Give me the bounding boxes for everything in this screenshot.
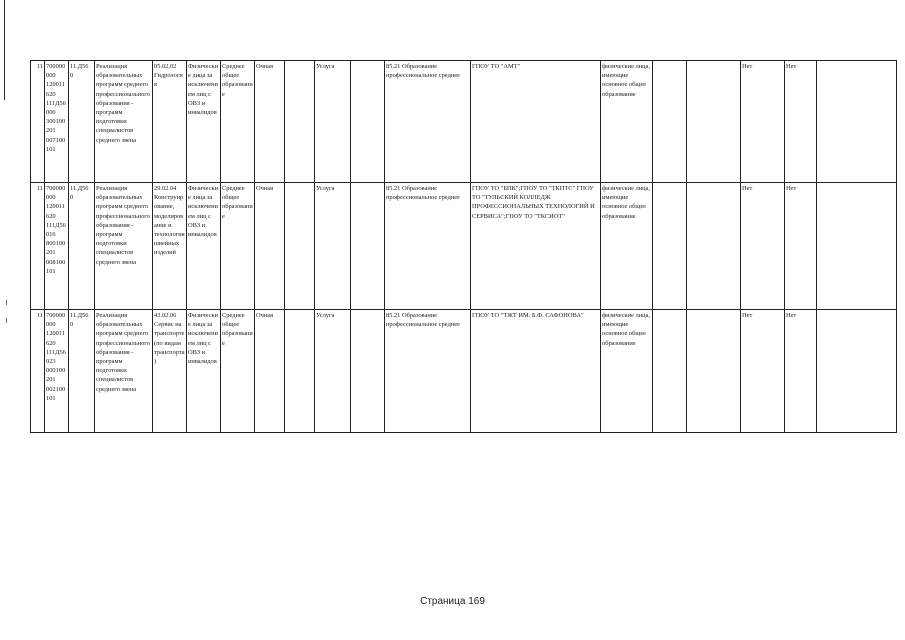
education-level: Среднее общее образование: [221, 183, 255, 310]
consumers: физические лица, имеющие основное общее образование: [601, 61, 653, 183]
empty-cell: [687, 61, 741, 183]
paid-flag: Нет: [741, 310, 785, 433]
other-flag: Нет: [785, 183, 817, 310]
specialty: 43.02.06 Сервис на транспорте (по видам транспорта): [153, 310, 187, 433]
empty-cell: [285, 183, 315, 310]
service-code: 11.Д56 0: [69, 61, 95, 183]
table-row: [31, 61, 897, 183]
service-name: Реализация образовательных программ среднего профессионального образования - программ подготовки специалистов среднего звена: [95, 310, 153, 433]
okved-code: 85.21 Образование профессиональное среднее: [385, 310, 471, 433]
education-level: Среднее общее образование: [221, 61, 255, 183]
registry-code: 700000000 120011620 111Д56000 300100201 007100101: [45, 61, 69, 183]
other-flag: Нет: [785, 61, 817, 183]
empty-cell: [653, 310, 687, 433]
empty-cell: [351, 61, 385, 183]
page-number: Страница 169: [420, 596, 485, 607]
organizations: ГПОУ ТО "АМТ": [471, 61, 601, 183]
empty-cell: [653, 61, 687, 183]
service-code: 11.Д56 0: [69, 310, 95, 433]
left-margin-mark: [6, 300, 7, 305]
row-number: 11: [31, 310, 45, 433]
consumer-category: Физические лица за исключением лиц с ОВЗ и инвалидов: [187, 183, 221, 310]
row-number: 11: [31, 183, 45, 310]
organizations: ГПОУ ТО "БПК";ГПОУ ТО "ТКПТС" ГПОУ ТО "ТУЛЬСКИЙ КОЛЛЕДЖ ПРОФЕССИОНАЛЬНЫХ ТЕХНОЛОГИЙ И СЕРВИСА";ГПОУ ТО "ТКСИОТ": [471, 183, 601, 310]
service-code: 11.Д56 0: [69, 183, 95, 310]
empty-cell: [351, 183, 385, 310]
left-margin-line: [4, 0, 5, 100]
education-level: Среднее общее образование: [221, 310, 255, 433]
service-type: Услуга: [315, 61, 351, 183]
organizations: ГПОУ ТО "ТЖТ ИМ. Б.Ф. САФОНОВА": [471, 310, 601, 433]
empty-cell: [687, 310, 741, 433]
empty-cell: [653, 183, 687, 310]
empty-cell: [817, 183, 897, 310]
consumers: физические лица, имеющие основное общее образование: [601, 183, 653, 310]
empty-cell: [285, 61, 315, 183]
service-name: Реализация образовательных программ среднего профессионального образования - программ подготовки специалистов среднего звена: [95, 183, 153, 310]
service-type: Услуга: [315, 183, 351, 310]
service-name: Реализация образовательных программ среднего профессионального образования - программ подготовки специалистов среднего звена: [95, 61, 153, 183]
empty-cell: [285, 310, 315, 433]
consumers: физические лица, имеющие основное общее образование: [601, 310, 653, 433]
study-form: Очная: [255, 61, 285, 183]
left-margin-mark: [6, 318, 7, 323]
paid-flag: Нет: [741, 61, 785, 183]
other-flag: Нет: [785, 310, 817, 433]
empty-cell: [351, 310, 385, 433]
specialty: 29.02.04 Конструирование, моделирование и технология швейных изделий: [153, 183, 187, 310]
okved-code: 85.21 Образование профессиональное среднее: [385, 61, 471, 183]
study-form: Очная: [255, 183, 285, 310]
registry-table: [30, 60, 897, 433]
consumer-category: Физические лица за исключением лиц с ОВЗ и инвалидов: [187, 310, 221, 433]
paid-flag: Нет: [741, 183, 785, 310]
row-number: 11: [31, 61, 45, 183]
registry-code: 700000000 120011620 111Д56023 000100201 002100101: [45, 310, 69, 433]
empty-cell: [817, 61, 897, 183]
table-row: [31, 183, 897, 310]
registry-code: 700000000 120011620 111Д56016 800100201 008100101: [45, 183, 69, 310]
empty-cell: [817, 310, 897, 433]
empty-cell: [687, 183, 741, 310]
study-form: Очная: [255, 310, 285, 433]
okved-code: 85.21 Образование профессиональное среднее: [385, 183, 471, 310]
service-type: Услуга: [315, 310, 351, 433]
specialty: 05.02.02 Гидрология: [153, 61, 187, 183]
table-row: [31, 310, 897, 433]
consumer-category: Физические лица за исключением лиц с ОВЗ и инвалидов: [187, 61, 221, 183]
